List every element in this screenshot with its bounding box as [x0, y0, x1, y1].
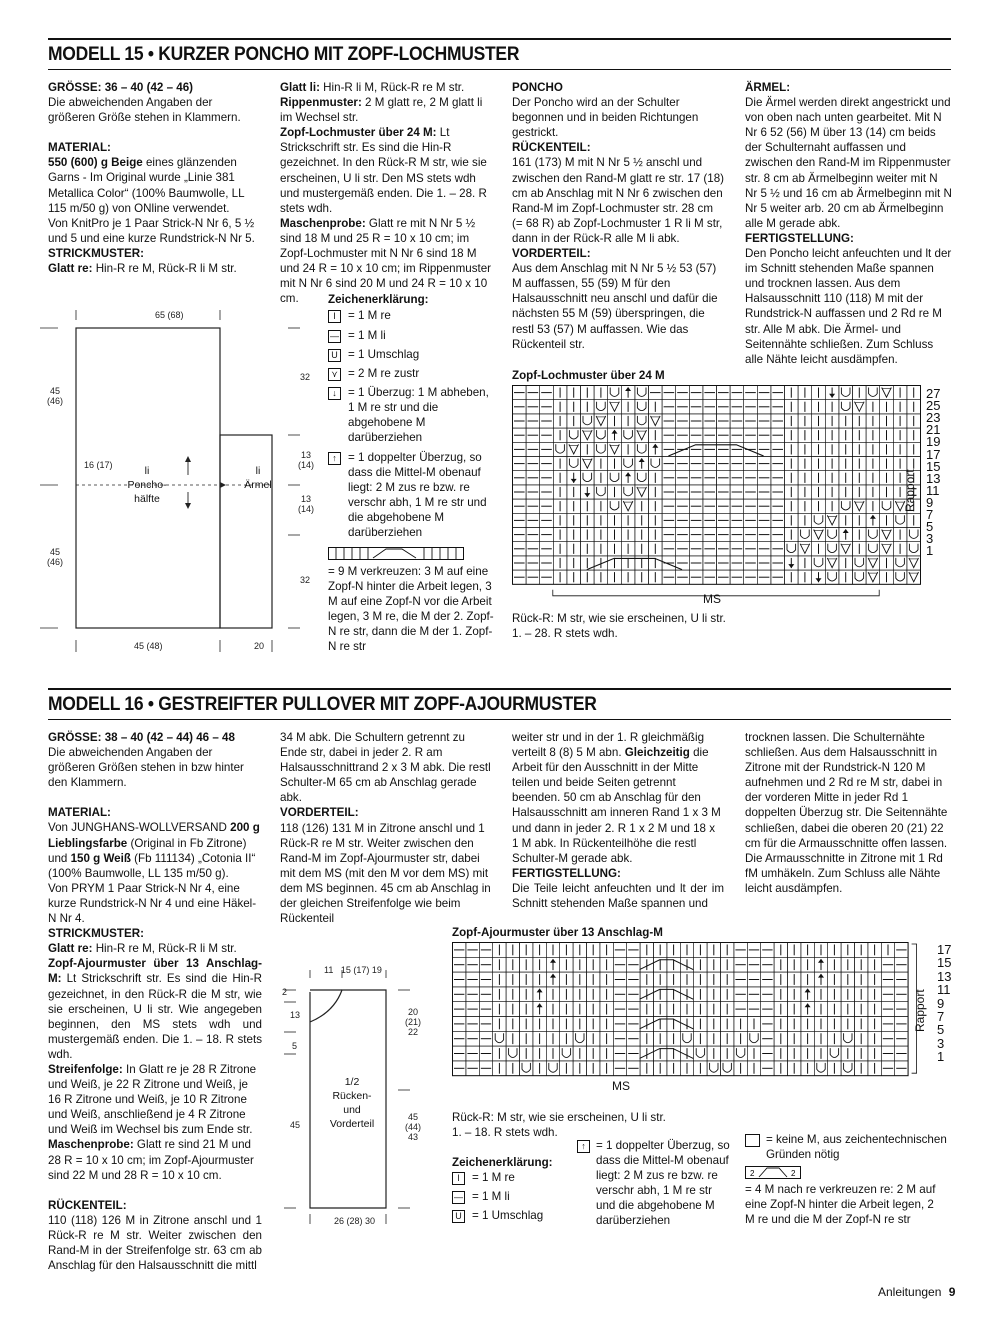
legend-no-stitch: = keine M, aus zeichentechnischen Gründen nötig	[766, 1133, 947, 1162]
probe-text: Glatt re sind 21 M und 28 R = 10 x 10 cm; im Zopf-Ajourmuster sind 22 M und 28 R = 10 x 10 cm.	[48, 1138, 254, 1182]
ruecken-label: RÜCKENTEIL:	[512, 141, 591, 155]
no-stitch-icon	[745, 1134, 760, 1147]
dim-left-mid: 16 (17)	[84, 460, 113, 470]
chart-row-number: 9	[926, 494, 934, 510]
model16-heading: MODELL 16 • GESTREIFTER PULLOVER MIT ZOPF-AJOURMUSTER	[48, 694, 597, 715]
legend-knit: = 1 M re	[472, 1171, 515, 1184]
footer-page: 9	[948, 1285, 956, 1299]
probe-label: Maschenprobe:	[48, 1138, 134, 1152]
model16-chart-grid	[452, 942, 930, 1078]
chart-row-number: 1	[926, 543, 934, 559]
poncho-half-label: li Poncho- hälfte	[127, 465, 167, 505]
legend-yo: = 1 Umschlag	[348, 348, 420, 361]
probe-label: Maschenprobe:	[280, 216, 366, 230]
col4-text: trocknen lassen. Die Schulternähte schließen. Aus dem Halsausschnitt in Zitrone mit der Rundstrick-N 120 M aufnehmen und 2 Rd re M str, dabei in der vorderen Mitte in jeder Rd 1 doppelten Überzug str. Die Seitennähte schließen, dabei die oberen 20 (21) 22 cm für die Armausschnitte offen lassen. Die Armausschnitte in Zitrone mit 1 Rd fM umhäkeln. Zum Schluss alle Nähte leicht ausdämpfen.	[745, 731, 948, 895]
legend-double-decrease: = 1 doppelter Überzug, so dass die Mittel-M obenauf liegt: 2 M zus re bzw. re verschr abh, 1 M re str und die abgehobene M darüberziehen	[596, 1139, 730, 1228]
yarn-over-icon: U	[328, 349, 341, 362]
chart-row-number: 13	[937, 968, 952, 984]
chart-row-number: 1	[937, 1049, 945, 1065]
strickmuster-label: STRICKMUSTER:	[48, 246, 144, 260]
chart-row-number: 5	[926, 519, 934, 535]
model15-chart-note1: Rück-R: M str, wie sie erscheinen, U li str.	[512, 612, 726, 625]
glatt-li-text: Hin-R li M, Rück-R re M str.	[323, 81, 465, 94]
chart-row-number: 3	[926, 531, 934, 547]
dim-right-upper: 20 (21) 22	[405, 1007, 422, 1037]
vorder-label: VORDERTEIL:	[280, 806, 359, 820]
model15-chart-title: Zopf-Lochmuster über 24 M	[512, 369, 665, 382]
dim-left-2: 2	[282, 987, 288, 997]
model16-ms-label: MS	[612, 1079, 630, 1093]
dim-left-upper: 45 (46)	[47, 386, 64, 406]
vorder-label: VORDERTEIL:	[512, 247, 591, 261]
material-text1: Von JUNGHANS-WOLLVERSAND	[48, 821, 227, 835]
poncho-text: Der Poncho wird an der Schulter begonnen und in beiden Richtungen gestrickt.	[512, 96, 699, 140]
fertig-label: FERTIGSTELLUNG:	[512, 866, 621, 880]
ruecken-text: 110 (118) 126 M in Zitrone anschl und 1 Rück-R re M str. Weiter zwischen den Rand-M in der Streifenfolge str. 63 cm ab Anschlag für den Halsausschnitt die mittl	[48, 1213, 262, 1273]
needles-text: Von KnitPro je 1 Paar Strick-N Nr 6, 5 ½ und 5 und eine kurze Rundstrick-N Nr 5.	[48, 216, 255, 245]
needles-text: Von PRYM 1 Paar Strick-N Nr 4, eine kurze Rundstrick-N Nr 4 und eine Häkel-N Nr 4.	[48, 881, 257, 926]
footer-section: Anleitungen	[878, 1285, 942, 1299]
model15-heading-rule	[48, 69, 951, 70]
chart-row-number: 27	[926, 386, 941, 401]
model15-col1	[48, 80, 260, 276]
dim-right-32b: 32	[300, 575, 311, 585]
legend-ssk: = 1 Überzug: 1 M abheben, 1 M re str und die abgehobene M darüberziehen	[348, 386, 489, 445]
chart-row-number: 11	[937, 982, 951, 998]
purl-symbol-icon: —	[454, 1192, 463, 1202]
model15-col4	[745, 80, 952, 367]
size-value: 36 – 40 (42 – 46)	[104, 81, 194, 94]
rippen-text: 2 M glatt re, 2 M glatt li im Wechsel str.	[280, 96, 483, 125]
legend-cable4: = 4 M nach re verkreuzen re: 2 M auf eine Zopf-N hinter die Arbeit legen, 2 M re und die M der Zopf-N re str	[745, 1183, 936, 1227]
cable-4-icon	[745, 1166, 801, 1180]
poncho-label: PONCHO	[512, 81, 563, 94]
material-bold1: 200 g Lieblingsfarbe	[48, 821, 260, 850]
legend-cable: = 9 M verkreuzen: 3 M auf eine Zopf-N hinter die Arbeit legen, 3 M auf eine Zopf-N vor die Arbeit legen, 3 M re, die M der 2. Zopf-N re str, dann die M der 1. Zopf-N re str	[328, 565, 494, 654]
model15-ms-label: MS	[703, 592, 721, 606]
material-text3: (Fb 111134) „Cotonia II“ (100% Baumwolle, LL 135 m/50 g).	[48, 851, 256, 880]
model15-top-rule	[48, 38, 951, 40]
cable-9-icon	[328, 547, 464, 561]
fertig-text: Die Teile leicht anfeuchten und lt der im Schnitt stehenden Maße spannen und	[512, 881, 724, 911]
size-text: Die abweichenden Angaben der größeren Größen stehen in bzw hinter den Klammern.	[48, 746, 244, 790]
dim-right-13b: 13 (14)	[298, 494, 315, 514]
sleeve-label: li Ärmel	[244, 465, 272, 491]
chart-row-number: 3	[937, 1035, 945, 1051]
glatt-li-label: Glatt li:	[280, 81, 320, 94]
material-bold2: 150 g Weiß	[70, 851, 131, 865]
ruecken-label: RÜCKENTEIL:	[48, 1198, 127, 1212]
rippen-label: Rippenmuster:	[280, 96, 362, 110]
gleichzeitig-label: Gleichzeitig	[624, 746, 690, 760]
col2-text1: 34 M abk. Die Schultern getrennt zu Ende str, dabei in jeder 2. R am Halsausschnittrand 2 x 3 M abk. Die restl Schulter-M 65 cm ab Anschlag gerade abk.	[280, 731, 491, 805]
yarn-over-icon: U	[452, 1210, 465, 1223]
chart-row-number: 17	[937, 942, 952, 957]
glatt-re-text: Hin-R re M, Rück-R li M str.	[95, 942, 237, 956]
dim-bottom: 26 (28) 30	[334, 1216, 376, 1226]
legend-knit: = 1 M re	[348, 309, 391, 322]
chart-row-number: 23	[926, 410, 941, 426]
zopf-label: Zopf-Lochmuster über 24 M:	[280, 126, 437, 140]
ruecken-text: 161 (173) M mit N Nr 5 ½ anschl und zwischen den Rand-M glatt re str. 17 (18) cm ab Anschlag mit N Nr 6 zwischen den Rand-M im Zopf-Lochmuster str. 28 cm (= 68 R) ab Zopf-Lochmuster 1 R li M str, dann in der Rück-R alle M li abk.	[512, 156, 725, 245]
fertig-text: Den Poncho leicht anfeuchten und lt der im Schnitt stehenden Maße spannen und trocknen lassen. Aus dem Halsausschnitt 110 (118) M mit der Rundstrick-N auffassen und 2 Rd re M str. Alle M abk. Die Ärmel- und Seitennähte schließen. Zum Schluss alle Nähte leicht ausdämpfen.	[745, 247, 952, 366]
chart-row-number: 25	[926, 398, 941, 414]
legend-purl: = 1 M li	[348, 329, 386, 342]
model16-col2	[280, 730, 492, 926]
legend-purl: = 1 M li	[472, 1190, 510, 1203]
dim-left-lower: 45 (46)	[47, 547, 64, 567]
model15-col3	[512, 80, 724, 352]
knit-symbol-icon: I	[328, 310, 341, 323]
model15-col2	[280, 80, 492, 306]
material-text: eines glänzenden Garns - Im Original wurde „Linie 381 Metallica Color“ (100% Baumwolle, LL 115 m/50 g) von ONline verwendet.	[48, 156, 245, 215]
model16-col1	[48, 730, 262, 1273]
model15-rapport-label: Rapport	[903, 469, 917, 512]
strickmuster-label: STRICKMUSTER:	[48, 927, 144, 941]
legend-double-decrease: = 1 doppelter Überzug, so dass die Mittel-M obenauf liegt: 2 M zus re bzw. re verschr abh, 1 M re str und die abgehobene M darüberziehen	[348, 451, 487, 540]
fertig-label: FERTIGSTELLUNG:	[745, 231, 854, 245]
col3-text2: die Arbeit für den Ausschnitt in der Mitte teilen und beide Seiten getrennt beenden. 50 cm ab Anschlag für den Halsausschnitt am inneren Rand 1 x 3 M und dann in jeder 2. R 1 x 2 M und 18 x 1 M abk. In Rückenteilhöhe die restl Schulter-M gerade abk.	[512, 746, 721, 865]
chart-row-number: 15	[937, 955, 952, 971]
vorder-text: Aus dem Anschlag mit N Nr 5 ½ 53 (57) M auffassen, 55 (59) M für den Halsausschnitt neu anschl und dafür die nächsten 55 M (59) überspringen, die restl 53 (57) M auffassen. Wie das Rückenteil str.	[512, 262, 718, 351]
chart-row-number: 15	[926, 458, 941, 474]
k2tog-icon: ⋎	[328, 368, 341, 381]
glatt-re-label: Glatt re:	[48, 942, 93, 956]
streifen-text: In Glatt re je 28 R Zitrone und Weiß, je 22 R Zitrone und Weiß, je 16 R Zitrone und Weiß, je 10 R Zitrone und Weiß, anschließend je 4 R Zitrone und Weiß im Wechsel bis zum Ende str.	[48, 1062, 257, 1137]
model15-chart-note2: 1. – 28. R stets wdh.	[512, 627, 618, 640]
dim-left-13: 13	[290, 1010, 301, 1020]
chart-row-number: 5	[937, 1022, 945, 1038]
double-decrease-icon: ↑	[328, 452, 341, 465]
aermel-text: Die Ärmel werden direkt angestrickt und von oben nach unten gearbeitet. Mit N Nr 6 52 (56) M über 13 (14) cm beids der Schulternaht auffassen und zwischen den Rand-M im Rippenmuster str. 8 cm ab Ärmelbeginn weiter mit N Nr 5 ½ und 16 cm ab Ärmelbeginn mit N Nr 5 weiter arb. 20 cm ab Ärmelbeginn alle M gerade abk.	[745, 96, 952, 230]
streifen-label: Streifenfolge:	[48, 1062, 123, 1076]
chart-row-number: 17	[926, 446, 941, 462]
legend-title: Zeichenerklärung:	[328, 293, 429, 306]
model16-col4	[745, 730, 952, 896]
dim-top-width: 65 (68)	[155, 310, 184, 320]
legend-yo: = 1 Umschlag	[472, 1209, 544, 1222]
chart-row-number: 13	[926, 470, 941, 486]
zopf-text: Lt Strickschrift str. Es sind die Hin-R gezeichnet, in den Rück-R die M str, wie sie erscheinen, U li str. Wie angegeben beginnen, den MS stets wdh und mustergemäß enden. Die 1. – 18. R stets wdh.	[48, 972, 262, 1061]
dim-top: 11 15 (17) 19	[324, 965, 382, 975]
model16-col3	[512, 730, 724, 911]
chart-row-number: 11	[926, 482, 940, 498]
glatt-re-text: Hin-R re M, Rück-R li M str.	[95, 262, 237, 276]
dim-bottom-right: 20	[254, 641, 265, 651]
dim-right-13a: 13 (14)	[298, 450, 315, 470]
dim-left-5: 5	[292, 1041, 298, 1051]
legend-title: Zeichenerklärung:	[452, 1156, 553, 1169]
cable-digit-right: 2	[791, 1169, 796, 1178]
model16-heading-rule	[48, 719, 951, 720]
model16-chart-note2: 1. – 18. R stets wdh.	[452, 1126, 558, 1139]
size-value: 38 – 40 (42 – 44) 46 – 48	[104, 731, 235, 744]
material-text2: (Original in Fb Zitrone) und	[48, 836, 247, 865]
ssk-icon: ↓	[328, 387, 341, 400]
chart-row-number: 7	[937, 1009, 945, 1024]
purl-symbol-icon: —	[330, 331, 339, 341]
size-text: Die abweichenden Angaben der größeren Größe stehen in Klammern.	[48, 96, 241, 125]
cable-digit-left: 2	[750, 1169, 755, 1178]
dim-right-lower: 45 (44) 43	[405, 1112, 422, 1142]
material-label: MATERIAL:	[48, 141, 111, 155]
material-label: MATERIAL:	[48, 806, 111, 820]
probe-text: Glatt re mit N Nr 5 ½ sind 18 M und 25 R = 10 x 10 cm; im Zopf-Lochmuster mit N Nr 6 sind 18 M und 24 R = 10 x 10 cm; im Rippenmuster mit N Nr 6 sind 20 M und 24 R = 10 x 10 cm.	[280, 216, 492, 306]
model16-top-rule	[48, 688, 951, 690]
dim-bottom-width: 45 (48)	[134, 641, 163, 651]
chart-row-number: 7	[926, 507, 934, 522]
model16-chart-title: Zopf-Ajourmuster über 13 Anschlag-M	[452, 926, 663, 939]
legend-k2tog: = 2 M re zustr	[348, 367, 420, 380]
footer	[878, 1285, 955, 1299]
model16-chart-note1: Rück-R: M str, wie sie erscheinen, U li str.	[452, 1111, 666, 1124]
zopf-text: Lt Strickschrift str. Es sind die Hin-R gezeichnet. In den Rück-R M str, wie sie erscheinen, U li str. Den MS stets wdh und mustergemäß enden. Die 1. – 28. R stets wdh.	[280, 126, 487, 215]
size-label: GRÖSSE:	[48, 731, 102, 744]
size-label: GRÖSSE:	[48, 81, 102, 94]
dim-left-45: 45	[290, 1120, 301, 1130]
knit-symbol-icon: I	[452, 1172, 465, 1185]
dim-right-32a: 32	[300, 372, 311, 382]
model15-heading: MODELL 15 • KURZER PONCHO MIT ZOPF-LOCHMUSTER	[48, 44, 520, 65]
zopf-label: Zopf-Ajourmuster über 13 Anschlag-M:	[48, 957, 262, 986]
chart-row-number: 9	[937, 995, 945, 1011]
model16-rapport-label: Rapport	[913, 989, 927, 1032]
chart-row-number: 21	[926, 422, 941, 438]
vorder-text: 118 (126) 131 M in Zitrone anschl und 1 Rück-R re M str. Weiter zwischen den Rand-M im Zopf-Ajourmuster str, dabei mit dem MS (mit den M vor dem MS) mit dem MS beginnen. 45 cm ab Anschlag in der gleichen Streifenfolge wie beim Rückenteil	[280, 821, 491, 926]
glatt-re-label: Glatt re:	[48, 262, 93, 276]
chart-row-number: 19	[926, 434, 941, 450]
aermel-label: ÄRMEL:	[745, 81, 791, 94]
col3-text1: weiter str und in der 1. R gleichmäßig verteilt 8 (8) 5 M abn.	[512, 731, 705, 760]
double-decrease-icon: ↑	[577, 1140, 590, 1153]
model15-chart-grid	[512, 385, 922, 607]
pullover-half-label: 1/2 Rücken- und Vorderteil	[329, 1076, 375, 1130]
material-bold: 550 (600) g Beige	[48, 156, 143, 170]
